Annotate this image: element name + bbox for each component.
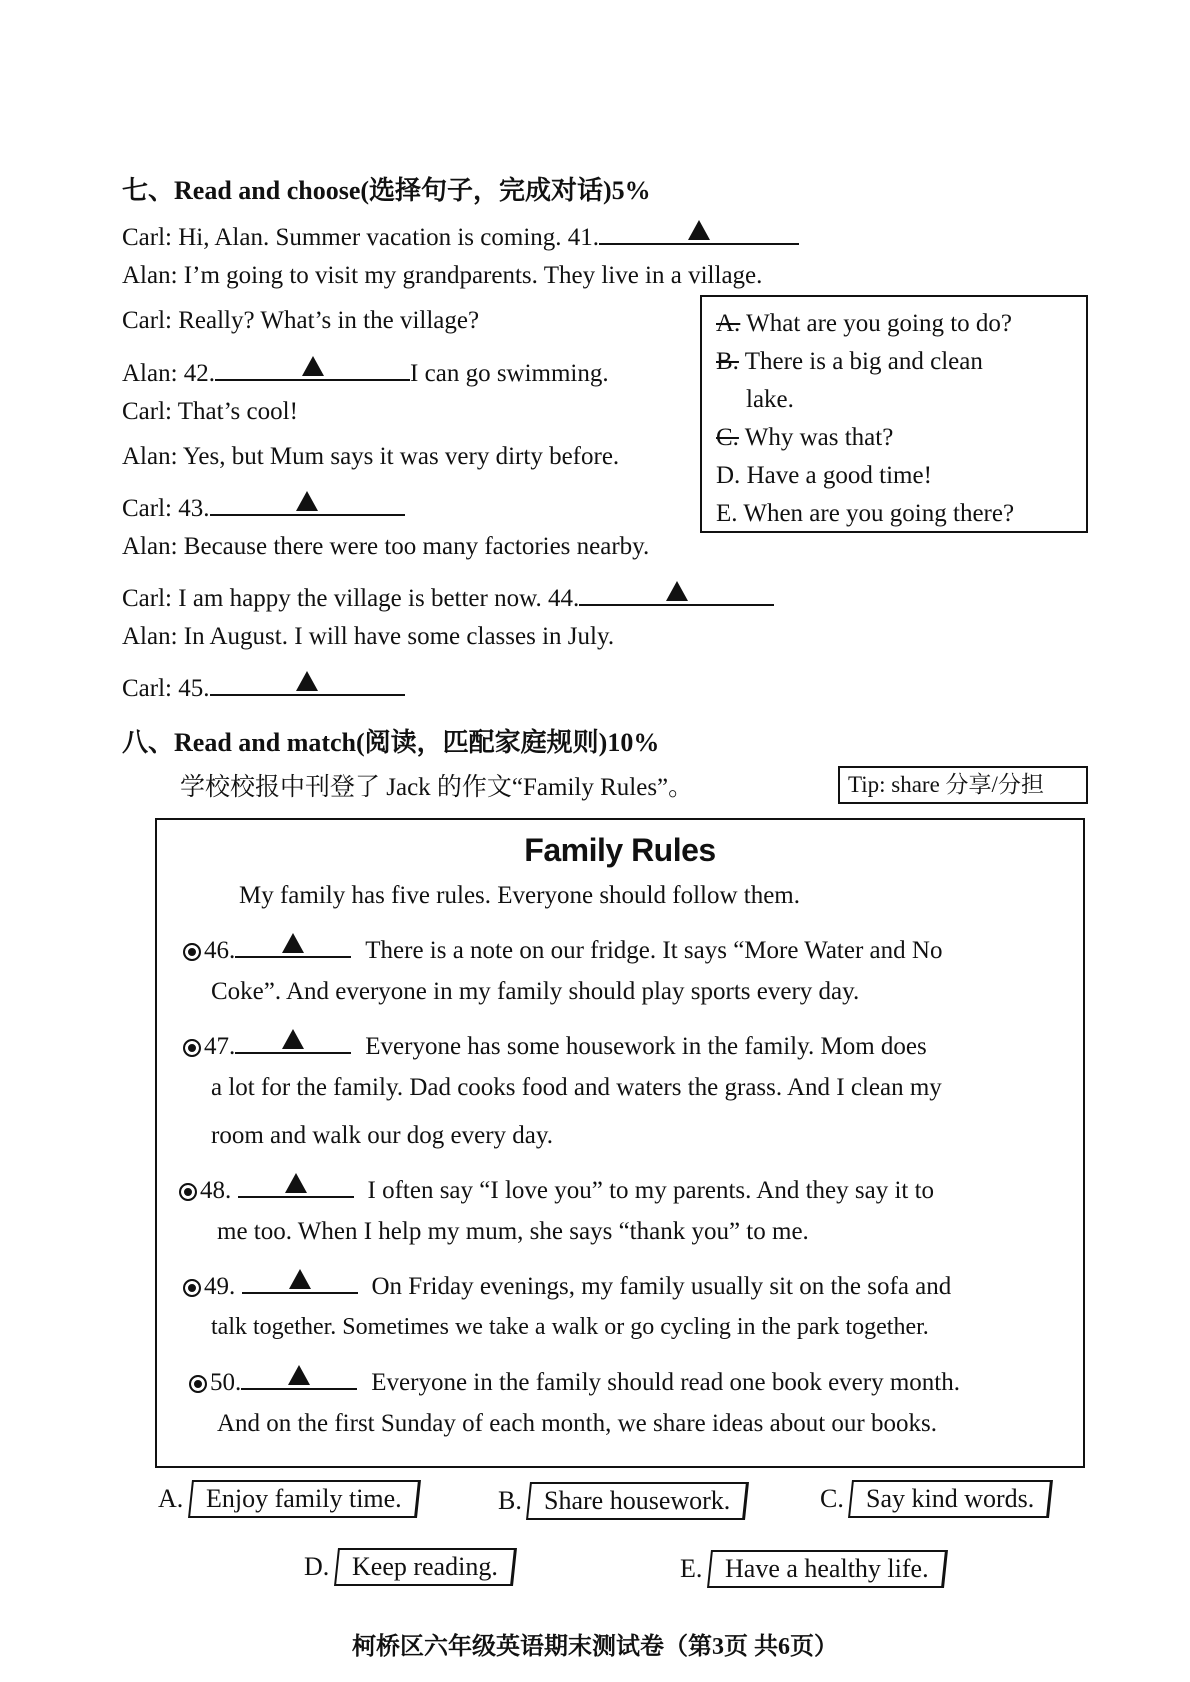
choice-e: E. Have a healthy life. — [680, 1550, 945, 1588]
answer-blank-43[interactable] — [210, 488, 405, 516]
answer-blank-41[interactable] — [599, 217, 799, 245]
answer-blank-49[interactable] — [242, 1266, 358, 1294]
dialogue-line: Alan: Yes, but Mum says it was very dirty before. — [122, 443, 620, 470]
choice-card-e: Have a healthy life. — [707, 1550, 948, 1588]
dialogue-line: Alan: I’m going to visit my grandparents. They live in a village. — [122, 262, 763, 289]
dialogue-line: Carl: That’s cool! — [122, 398, 298, 425]
dialogue-line-41: Carl: Hi, Alan. Summer vacation is coming. 41. — [122, 217, 799, 252]
dialogue-line-44: Carl: I am happy the village is better now. 44. — [122, 578, 774, 613]
option-b: B. There is a big and clean — [716, 348, 983, 375]
answer-blank-47[interactable] — [235, 1026, 351, 1054]
rule-item-47: 47. Everyone has some housework in the family. Mom does — [183, 1026, 927, 1061]
article-line: talk together. Sometimes we take a walk or go cycling in the park together. — [211, 1314, 929, 1340]
answer-blank-50[interactable] — [241, 1362, 357, 1390]
dialogue-line: Carl: Really? What’s in the village? — [122, 307, 480, 334]
choice-a: A. Enjoy family time. — [158, 1480, 418, 1518]
section7-heading: 七、Read and choose(选择句子，完成对话)5% — [122, 176, 651, 205]
option-e: E. When are you going there? — [716, 500, 1015, 527]
choice-c: C. Say kind words. — [820, 1480, 1052, 1518]
rule-item-50: 50. Everyone in the family should read one book every month. — [189, 1362, 960, 1397]
option-d: D. Have a good time! — [716, 462, 932, 489]
triangle-icon — [289, 1269, 311, 1289]
article-title: Family Rules — [524, 832, 716, 868]
answer-blank-45[interactable] — [210, 668, 405, 696]
answer-blank-48[interactable] — [238, 1170, 354, 1198]
article-line: room and walk our dog every day. — [211, 1122, 554, 1149]
triangle-icon — [285, 1173, 307, 1193]
answer-blank-42[interactable] — [215, 353, 410, 381]
bullet-icon — [189, 1375, 207, 1393]
rule-item-49: 49. On Friday evenings, my family usually sit on the sofa and — [183, 1266, 951, 1301]
option-a: A. What are you going to do? — [716, 310, 1013, 337]
bullet-icon — [183, 943, 201, 961]
option-c: C. Why was that? — [716, 424, 894, 451]
triangle-icon — [302, 356, 324, 376]
dialogue-line-45: Carl: 45. — [122, 668, 405, 703]
answer-blank-44[interactable] — [579, 578, 774, 606]
dialogue-line-42: Alan: 42. I can go swimming. — [122, 353, 609, 388]
bullet-icon — [179, 1183, 197, 1201]
section8-intro: 学校校报中刊登了 Jack 的作文“Family Rules”。 — [180, 774, 694, 801]
answer-blank-46[interactable] — [235, 930, 351, 958]
dialogue-line: Alan: In August. I will have some classes in July. — [122, 623, 615, 650]
choice-card-d: Keep reading. — [334, 1548, 517, 1586]
section8-heading: 八、Read and match(阅读，匹配家庭规则)10% — [122, 728, 660, 757]
tip-box: Tip: share 分享/分担 — [838, 766, 1088, 804]
triangle-icon — [296, 671, 318, 691]
choice-b: B. Share housework. — [498, 1482, 748, 1520]
dialogue-line: Alan: Because there were too many factories nearby. — [122, 533, 650, 560]
triangle-icon — [282, 933, 304, 953]
article-line: My family has five rules. Everyone should follow them. — [239, 882, 800, 909]
page-footer: 柯桥区六年级英语期末测试卷（第3页 共6页） — [352, 1634, 838, 1660]
bullet-icon — [183, 1279, 201, 1297]
article-line: And on the first Sunday of each month, we share ideas about our books. — [217, 1410, 937, 1437]
option-b-continued: lake. — [746, 386, 794, 413]
rule-item-48: 48. I often say “I love you” to my parents. And they say it to — [179, 1170, 934, 1205]
choice-d: D. Keep reading. — [304, 1548, 515, 1586]
article-line: me too. When I help my mum, she says “thank you” to me. — [217, 1218, 809, 1245]
triangle-icon — [282, 1029, 304, 1049]
article-line: Coke”. And everyone in my family should play sports every day. — [211, 978, 860, 1005]
choice-card-c: Say kind words. — [848, 1480, 1053, 1518]
triangle-icon — [688, 220, 710, 240]
choice-card-b: Share housework. — [526, 1482, 749, 1520]
triangle-icon — [288, 1365, 310, 1385]
options-box — [700, 295, 1088, 533]
choice-card-a: Enjoy family time. — [188, 1480, 421, 1518]
article-box — [155, 818, 1085, 1468]
rule-item-46: 46. There is a note on our fridge. It says “More Water and No — [183, 930, 942, 965]
triangle-icon — [666, 581, 688, 601]
triangle-icon — [296, 491, 318, 511]
article-line: a lot for the family. Dad cooks food and waters the grass. And I clean my — [211, 1074, 942, 1101]
bullet-icon — [183, 1039, 201, 1057]
dialogue-line-43: Carl: 43. — [122, 488, 405, 523]
